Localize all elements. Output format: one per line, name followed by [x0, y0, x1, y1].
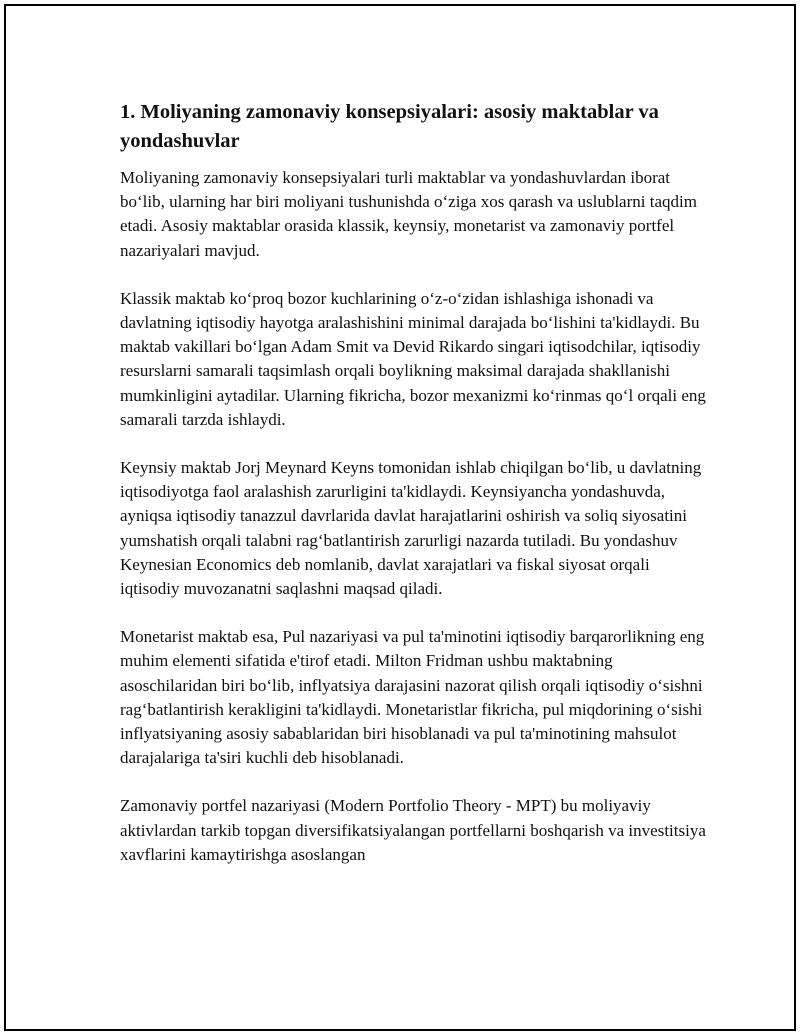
paragraph-intro: Moliyaning zamonaviy konsepsiyalari turli maktablar va yondashuvlardan iborat bo‘lib, ularning har biri moliyani tushunishda o‘ziga xos qarash va uslublarni taqdim etadi. Asosiy maktablar orasida klassik, keynsiy, monetarist va zamonaviy portfel nazariyalari mavjud. [120, 168, 697, 260]
paragraph-keynesian-school: Keynsiy maktab Jorj Meynard Keyns tomonidan ishlab chiqilgan bo‘lib, u davlatning iqtisodiyotga faol aralashish zarurligini ta'kidlaydi. Keynsiyancha yondashuvda, ayniqsa iqtisodiy tanazzul davrlarida davlat harajatlarini oshirish va soliq siyosatini yumshatish orqali talabni rag‘batlantirish zarurligi nazarda tutiladi. Bu yondashuv Keynesian Economics deb nomlanib, davlat xarajatlari va fiskal siyosat orqali iqtisodiy muvozanatni saqlashni maqsad qiladi. [120, 458, 702, 599]
section-heading: 1. Moliyaning zamonaviy konsepsiyalari: asosiy maktablar va yondashuvlar [120, 101, 659, 152]
document-body [120, 98, 710, 891]
paragraph-classical-school: Klassik maktab ko‘proq bozor kuchlarining o‘z-o‘zidan ishlashiga ishonadi va davlatning iqtisodiy hayotga aralashishini minimal darajada bo‘lishini ta'kidlaydi. Bu maktab vakillari bo‘lgan Adam Smit va Devid Rikardo singari iqtisodchilar, iqtisodiy resurslarni samarali taqsimlash orqali boylikning maksimal darajada shakllanishi mumkinligini aytadilar. Ularning fikricha, bozor mexanizmi ko‘rinmas qo‘l orqali eng samarali tarzda ishlaydi. [120, 288, 706, 429]
paragraph-monetarist-school: Monetarist maktab esa, Pul nazariyasi va pul ta'minotini iqtisodiy barqarorlikning eng muhim elementi sifatida e'tirof etadi. Milton Fridman ushbu maktabning asoschilaridan biri bo‘lib, inflyatsiya darajasini nazorat qilish orqali iqtisodiy o‘sishni rag‘batlantirish kerakligini ta'kidlaydi. Monetaristlar fikricha, pul miqdorining o‘sishi inflyatsiyaning asosiy sabablaridan biri hisoblanadi va pul ta'minotining mahsulot darajalariga ta'siri kuchli deb hisoblanadi. [120, 627, 705, 768]
page-frame [4, 4, 796, 1031]
paragraph-modern-portfolio-theory: Zamonaviy portfel nazariyasi (Modern Portfolio Theory - MPT) bu moliyaviy aktivlardan tarkib topgan diversifikatsiyalangan portfellarni boshqarish va investitsiya xavflarini kamaytirishga asoslangan [120, 796, 706, 864]
